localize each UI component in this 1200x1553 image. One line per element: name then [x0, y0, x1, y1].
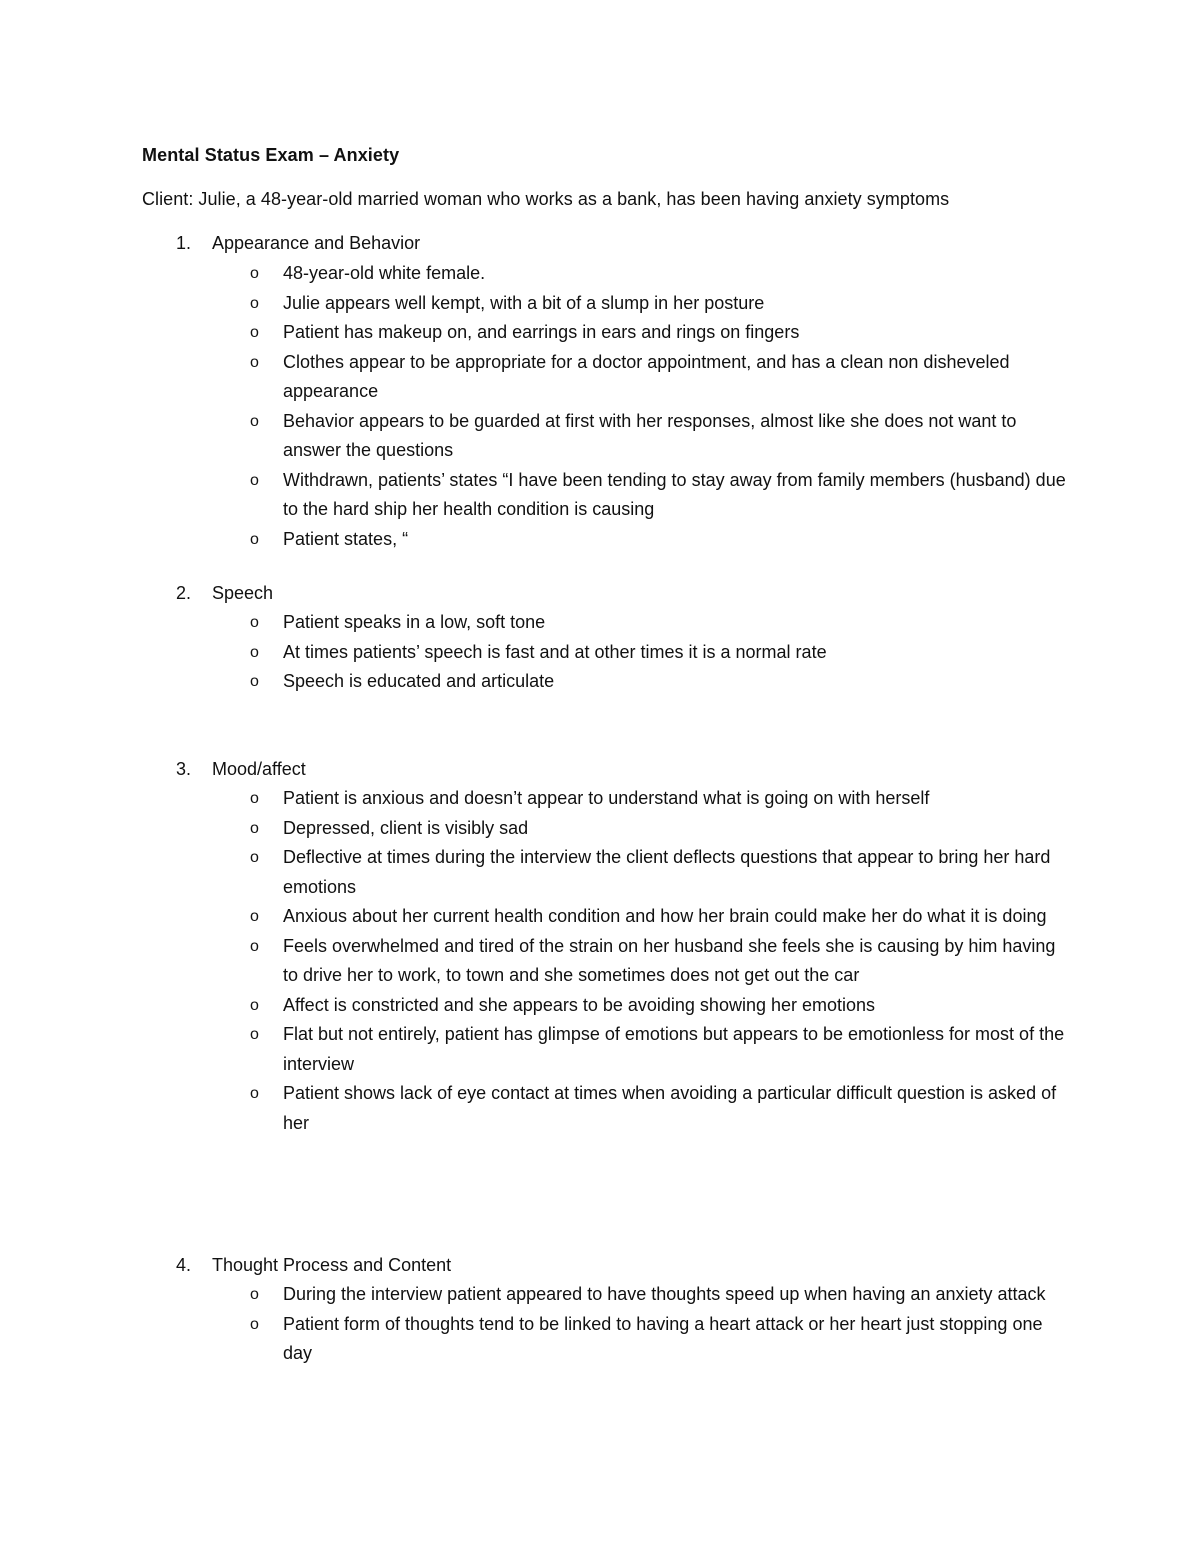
bullet-marker: o	[250, 790, 259, 807]
list-item-text: Patient has makeup on, and earrings in ears and rings on fingers	[283, 322, 800, 342]
section-heading	[176, 583, 273, 604]
list-item-text: Patient states, “	[283, 528, 409, 549]
section-number: 1.	[176, 233, 192, 253]
bullet-marker: o	[250, 643, 259, 661]
section-number: 2.	[176, 583, 192, 603]
list-item	[0, 902, 1073, 932]
list-item	[0, 348, 1073, 407]
bullet-list	[0, 259, 1200, 554]
list-item-text: Patient speaks in a low, soft tone	[283, 612, 546, 632]
bullet-marker: o	[250, 530, 259, 548]
bullet-marker: o	[250, 819, 259, 837]
list-item	[0, 1079, 1073, 1138]
bullet-marker: o	[250, 471, 259, 489]
list-item	[0, 991, 1073, 1021]
list-item	[0, 843, 1073, 902]
bullet-marker: o	[250, 353, 259, 371]
section-label: Appearance and Behavior	[212, 233, 421, 253]
bullet-marker: o	[250, 1085, 259, 1102]
list-item	[0, 318, 1073, 348]
list-item-text: Withdrawn, patients’ states “I have been tending to stay away from family members (husband) due to the hard ship her health condition is causing	[283, 469, 1066, 519]
section-heading	[176, 233, 420, 254]
bullet-marker: o	[250, 1026, 259, 1043]
bullet-marker: o	[250, 908, 259, 925]
list-item	[0, 259, 1073, 289]
bullet-marker: o	[250, 412, 259, 430]
bullet-list	[0, 784, 1200, 1138]
list-item	[0, 525, 1073, 555]
list-item	[0, 667, 1073, 697]
bullet-marker: o	[250, 265, 259, 282]
list-item	[0, 1310, 1073, 1369]
list-item	[0, 1020, 1073, 1079]
client-description: Client: Julie, a 48-year-old married woman who works as a bank, has been having anxiety symptoms	[142, 189, 950, 209]
list-item-text: Behavior appears to be guarded at first with her responses, almost like she does not want to answer the questions	[283, 410, 1017, 460]
list-item-text: During the interview patient appeared to have thoughts speed up when having an anxiety attack	[283, 1284, 1046, 1304]
bullet-list	[0, 608, 1200, 697]
list-item	[0, 466, 1073, 525]
list-item-text: Patient form of thoughts tend to be linked to having a heart attack or her heart just stopping one day	[283, 1313, 1043, 1363]
section-heading	[176, 759, 306, 780]
list-item-text: Clothes appear to be appropriate for a doctor appointment, and has a clean non disheveled appearance	[283, 351, 1010, 401]
list-item-text: Deflective at times during the interview the client deflects questions that appear to bring her hard emotions	[283, 847, 1051, 897]
list-item	[0, 638, 1073, 668]
bullet-list	[0, 1280, 1200, 1369]
document-title: Mental Status Exam – Anxiety	[142, 145, 400, 165]
list-item	[0, 814, 1073, 844]
bullet-marker: o	[250, 294, 259, 312]
section-heading	[176, 1255, 451, 1276]
list-item	[0, 608, 1073, 638]
list-item	[0, 1280, 1073, 1310]
list-item-text: Patient shows lack of eye contact at times when avoiding a particular difficult question is asked of her	[283, 1083, 1057, 1133]
bullet-marker: o	[250, 324, 259, 341]
bullet-marker: o	[250, 673, 259, 690]
list-item-text: Affect is constricted and she appears to be avoiding showing her emotions	[283, 994, 876, 1015]
bullet-marker: o	[250, 937, 259, 955]
list-item-text: Anxious about her current health condition and how her brain could make her do what it is doing	[283, 906, 1047, 926]
list-item-text: At times patients’ speech is fast and at other times it is a normal rate	[283, 641, 827, 662]
list-item	[0, 784, 1073, 814]
section-label: Thought Process and Content	[212, 1255, 452, 1275]
section-label: Mood/affect	[212, 759, 306, 779]
list-item-text: Flat but not entirely, patient has glimpse of emotions but appears to be emotionless for most of the interview	[283, 1024, 1065, 1074]
list-item	[0, 932, 1073, 991]
list-item-text: Patient is anxious and doesn’t appear to understand what is going on with herself	[283, 788, 930, 808]
list-item	[0, 289, 1073, 319]
bullet-marker: o	[250, 1286, 259, 1303]
list-item-text: 48-year-old white female.	[283, 263, 486, 283]
bullet-marker: o	[250, 614, 259, 631]
list-item-text: Speech is educated and articulate	[283, 671, 555, 691]
section-label: Speech	[212, 583, 274, 603]
list-item-text: Depressed, client is visibly sad	[283, 817, 529, 838]
list-item-text: Julie appears well kempt, with a bit of a slump in her posture	[283, 292, 765, 313]
section-number: 3.	[176, 759, 192, 779]
section-number: 4.	[176, 1255, 192, 1275]
bullet-marker: o	[250, 996, 259, 1014]
list-item-text: Feels overwhelmed and tired of the strain on her husband she feels she is causing by him having to drive her to work, to town and she sometimes does not get out the car	[283, 935, 1056, 985]
bullet-marker: o	[250, 1315, 259, 1333]
bullet-marker: o	[250, 849, 259, 866]
list-item	[0, 407, 1073, 466]
